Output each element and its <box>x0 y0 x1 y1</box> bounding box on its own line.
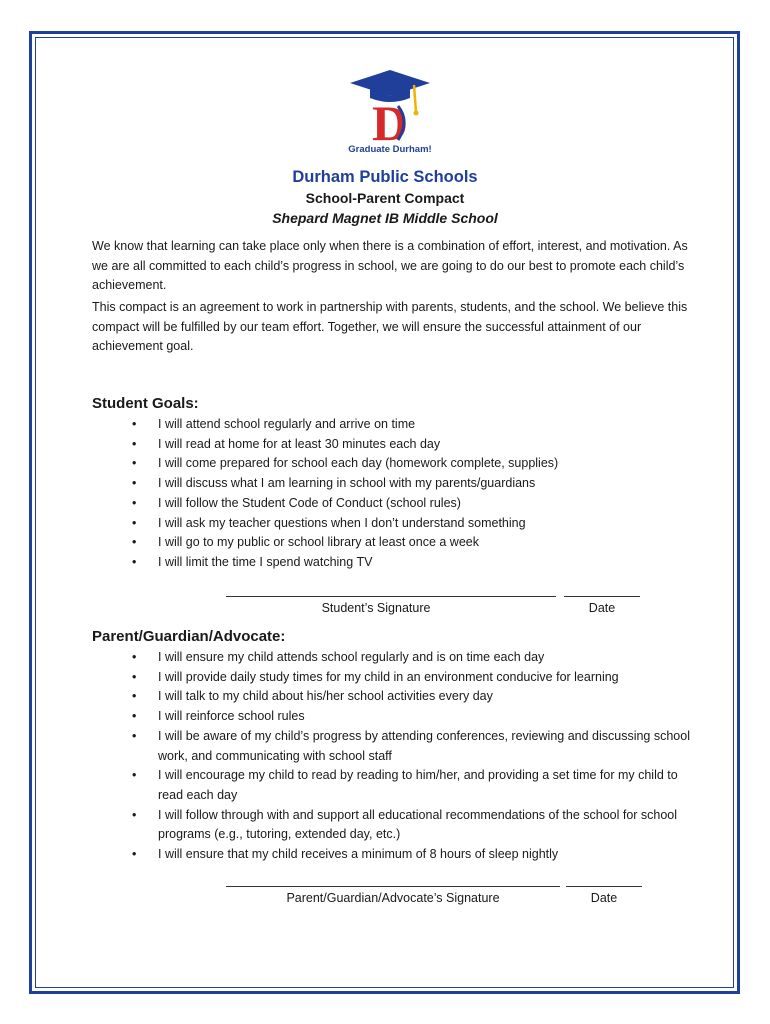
list-item: • I will ask my teacher questions when I don’t understand something <box>132 514 692 534</box>
student-signature-label: Student’s Signature <box>321 601 431 615</box>
school-name: Shepard Magnet IB Middle School <box>272 210 498 226</box>
list-item: • I will reinforce school rules <box>132 707 692 727</box>
list-item: • I will discuss what I am learning in school with my parents/guardians <box>132 474 692 494</box>
list-item: • I will follow through with and support all educational recommendations of the school for school programs (e.g., tutoring, extended day, etc.) <box>132 806 692 845</box>
list-item: • I will encourage my child to read by reading to him/her, and providing a set time for my child to read each day <box>132 766 692 805</box>
student-date-line[interactable] <box>564 596 640 597</box>
graduation-cap-d-icon <box>340 66 440 146</box>
logo-tagline: Graduate Durham! <box>348 144 432 155</box>
parent-goals-list <box>132 648 692 865</box>
list-item: • I will read at home for at least 30 minutes each day <box>132 435 692 455</box>
list-item: • I will be aware of my child’s progress by attending conferences, reviewing and discussing school work, and communicating with school staff <box>132 727 692 766</box>
list-item: • I will provide daily study times for my child in an environment conducive for learning <box>132 668 692 688</box>
list-item: • I will limit the time I spend watching TV <box>132 553 692 573</box>
parent-signature-label: Parent/Guardian/Advocate’s Signature <box>286 891 500 905</box>
list-item: • I will follow the Student Code of Conduct (school rules) <box>132 494 692 514</box>
logo-letter: D <box>371 95 409 146</box>
student-goals-heading: Student Goals: <box>92 395 199 412</box>
parent-date-label: Date <box>590 891 618 905</box>
intro-paragraph-1: We know that learning can take place only when there is a combination of effort, interest, and motivation. As we are all committed to each child’s progress in school, we are going to do our best to promote each child’s achievement. <box>92 239 688 292</box>
student-date-label: Date <box>588 601 616 615</box>
parent-signature-line[interactable] <box>226 886 560 887</box>
intro-paragraph-2: This compact is an agreement to work in partnership with parents, students, and the school. We believe this compact will be fulfilled by our team effort. Together, we will ensure the successful attainment of our achievement goal. <box>92 300 688 353</box>
graduate-durham-logo <box>340 66 440 162</box>
document-title: School-Parent Compact <box>305 190 465 206</box>
list-item: • I will come prepared for school each day (homework complete, supplies) <box>132 454 692 474</box>
parent-date-line[interactable] <box>566 886 642 887</box>
list-item: • I will ensure my child attends school regularly and is on time each day <box>132 648 692 668</box>
list-item: • I will attend school regularly and arrive on time <box>132 415 692 435</box>
parent-heading: Parent/Guardian/Advocate: <box>92 628 286 645</box>
district-title: Durham Public Schools <box>292 168 478 186</box>
list-item: • I will go to my public or school library at least once a week <box>132 533 692 553</box>
list-item: • I will ensure that my child receives a minimum of 8 hours of sleep nightly <box>132 845 692 865</box>
student-goals-list <box>132 415 692 573</box>
list-item: • I will talk to my child about his/her school activities every day <box>132 687 692 707</box>
student-signature-line[interactable] <box>226 596 556 597</box>
